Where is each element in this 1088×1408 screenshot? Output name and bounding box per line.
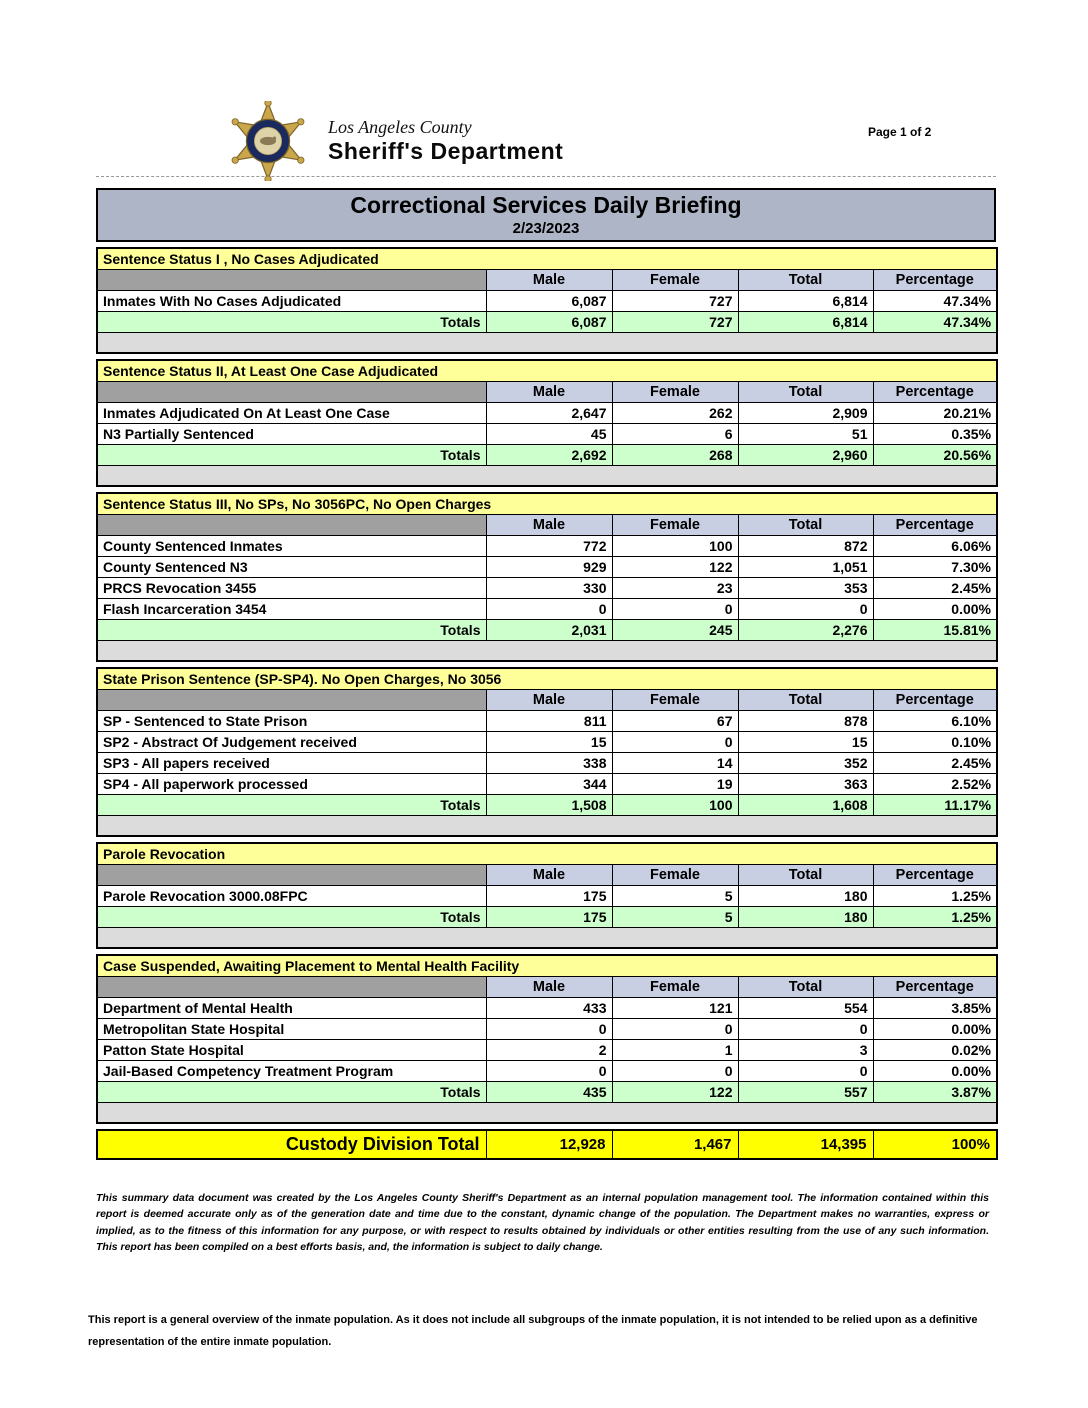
column-header-male: Male xyxy=(486,864,612,885)
section-title: State Prison Sentence (SP-SP4). No Open Charges, No 3056 xyxy=(97,668,997,689)
logo-county-name: Los Angeles County xyxy=(328,117,472,137)
column-header-female: Female xyxy=(612,864,738,885)
title-bar xyxy=(96,188,996,242)
totals-total: 180 xyxy=(738,906,873,927)
column-header-total: Total xyxy=(738,976,873,997)
cell-male: 0 xyxy=(486,1060,612,1081)
grand-total-male: 12,928 xyxy=(486,1130,612,1159)
totals-male: 2,031 xyxy=(486,619,612,640)
cell-total: 180 xyxy=(738,885,873,906)
totals-female: 268 xyxy=(612,444,738,465)
column-header-male: Male xyxy=(486,976,612,997)
cell-total: 878 xyxy=(738,710,873,731)
table-row xyxy=(97,577,997,598)
logo-text xyxy=(328,117,563,165)
cell-female: 0 xyxy=(612,731,738,752)
column-header-total: Total xyxy=(738,381,873,402)
row-label: PRCS Revocation 3455 xyxy=(97,577,486,598)
column-header-female: Female xyxy=(612,514,738,535)
totals-percentage: 20.56% xyxy=(873,444,997,465)
cell-total: 2,909 xyxy=(738,402,873,423)
cell-female: 1 xyxy=(612,1039,738,1060)
table-row xyxy=(97,885,997,906)
cell-percentage: 2.52% xyxy=(873,773,997,794)
totals-label: Totals xyxy=(97,444,486,465)
cell-total: 872 xyxy=(738,535,873,556)
cell-total: 554 xyxy=(738,997,873,1018)
column-header-total: Total xyxy=(738,269,873,290)
cell-female: 0 xyxy=(612,1018,738,1039)
cell-female: 19 xyxy=(612,773,738,794)
section-title: Parole Revocation xyxy=(97,843,997,864)
column-header-percentage: Percentage xyxy=(873,864,997,885)
cell-female: 14 xyxy=(612,752,738,773)
report-header xyxy=(96,103,996,177)
column-header-percentage: Percentage xyxy=(873,976,997,997)
totals-total: 2,276 xyxy=(738,619,873,640)
row-label-header-cell xyxy=(97,976,486,997)
column-header-percentage: Percentage xyxy=(873,269,997,290)
cell-male: 0 xyxy=(486,598,612,619)
section-title: Sentence Status I , No Cases Adjudicated xyxy=(97,248,997,269)
row-label: Jail-Based Competency Treatment Program xyxy=(97,1060,486,1081)
totals-percentage: 11.17% xyxy=(873,794,997,815)
cell-female: 727 xyxy=(612,290,738,311)
cell-total: 0 xyxy=(738,1018,873,1039)
section-sentence-status-3 xyxy=(96,492,998,662)
column-header-total: Total xyxy=(738,514,873,535)
cell-male: 0 xyxy=(486,1018,612,1039)
cell-female: 0 xyxy=(612,1060,738,1081)
table-row xyxy=(97,710,997,731)
cell-female: 121 xyxy=(612,997,738,1018)
cell-total: 0 xyxy=(738,1060,873,1081)
column-header-percentage: Percentage xyxy=(873,689,997,710)
cell-female: 0 xyxy=(612,598,738,619)
section-title: Sentence Status II, At Least One Case Adjudicated xyxy=(97,360,997,381)
cell-male: 45 xyxy=(486,423,612,444)
cell-total: 1,051 xyxy=(738,556,873,577)
totals-male: 435 xyxy=(486,1081,612,1102)
column-header-percentage: Percentage xyxy=(873,514,997,535)
cell-total: 352 xyxy=(738,752,873,773)
section-title: Sentence Status III, No SPs, No 3056PC, No Open Charges xyxy=(97,493,997,514)
totals-percentage: 1.25% xyxy=(873,906,997,927)
totals-female: 727 xyxy=(612,311,738,332)
cell-male: 433 xyxy=(486,997,612,1018)
cell-male: 330 xyxy=(486,577,612,598)
table-row xyxy=(97,773,997,794)
cell-percentage: 0.35% xyxy=(873,423,997,444)
totals-female: 122 xyxy=(612,1081,738,1102)
cell-female: 100 xyxy=(612,535,738,556)
cell-total: 363 xyxy=(738,773,873,794)
cell-female: 5 xyxy=(612,885,738,906)
cell-male: 772 xyxy=(486,535,612,556)
page-indicator: Page 1 of 2 xyxy=(868,125,932,139)
cell-female: 122 xyxy=(612,556,738,577)
totals-male: 2,692 xyxy=(486,444,612,465)
table-row xyxy=(97,423,997,444)
cell-percentage: 47.34% xyxy=(873,290,997,311)
section-spacer xyxy=(97,927,997,948)
report-page xyxy=(88,103,996,1353)
totals-male: 6,087 xyxy=(486,311,612,332)
row-label: Metropolitan State Hospital xyxy=(97,1018,486,1039)
totals-label: Totals xyxy=(97,794,486,815)
section-parole-revocation xyxy=(96,842,998,949)
totals-row xyxy=(97,794,997,815)
totals-row xyxy=(97,906,997,927)
section-spacer xyxy=(97,465,997,486)
table-row xyxy=(97,731,997,752)
totals-row xyxy=(97,1081,997,1102)
section-case-suspended-mental-health xyxy=(96,954,998,1124)
grand-total-female: 1,467 xyxy=(612,1130,738,1159)
column-header-male: Male xyxy=(486,381,612,402)
section-spacer xyxy=(97,332,997,353)
cell-percentage: 0.00% xyxy=(873,1018,997,1039)
totals-label: Totals xyxy=(97,906,486,927)
cell-male: 175 xyxy=(486,885,612,906)
column-header-male: Male xyxy=(486,269,612,290)
totals-row xyxy=(97,444,997,465)
totals-label: Totals xyxy=(97,311,486,332)
totals-label: Totals xyxy=(97,619,486,640)
table-row xyxy=(97,402,997,423)
row-label-header-cell xyxy=(97,381,486,402)
report-title: Correctional Services Daily Briefing xyxy=(350,192,742,218)
cell-male: 6,087 xyxy=(486,290,612,311)
section-spacer xyxy=(97,640,997,661)
table-row xyxy=(97,752,997,773)
custody-division-total-table xyxy=(96,1129,998,1160)
cell-male: 2 xyxy=(486,1039,612,1060)
cell-female: 23 xyxy=(612,577,738,598)
row-label-header-cell xyxy=(97,689,486,710)
row-label-header-cell xyxy=(97,514,486,535)
cell-percentage: 2.45% xyxy=(873,752,997,773)
section-spacer xyxy=(97,1102,997,1123)
row-label: County Sentenced Inmates xyxy=(97,535,486,556)
cell-female: 6 xyxy=(612,423,738,444)
section-spacer xyxy=(97,815,997,836)
totals-row xyxy=(97,619,997,640)
table-row xyxy=(97,1039,997,1060)
grand-total-percentage: 100% xyxy=(873,1130,997,1159)
cell-percentage: 7.30% xyxy=(873,556,997,577)
cell-percentage: 20.21% xyxy=(873,402,997,423)
column-header-total: Total xyxy=(738,864,873,885)
cell-male: 15 xyxy=(486,731,612,752)
table-row xyxy=(97,556,997,577)
row-label: Department of Mental Health xyxy=(97,997,486,1018)
column-header-female: Female xyxy=(612,269,738,290)
totals-male: 175 xyxy=(486,906,612,927)
row-label: County Sentenced N3 xyxy=(97,556,486,577)
cell-total: 3 xyxy=(738,1039,873,1060)
cell-male: 929 xyxy=(486,556,612,577)
disclaimer-text: This summary data document was created by the Los Angeles County Sheriff's Department as an internal population management tool. The information contained within this report is deemed accurate only as of the generation date and time due to the constant, dynamic change of the population. The Department makes no warranties, express or implied, as to the fitness of this information for any purpose, or with respect to results obtained by individuals or other entities resulting from the use of any such information. This report has been compiled on a best efforts basis, and, the information is subject to daily change. xyxy=(96,1192,989,1253)
cell-percentage: 0.02% xyxy=(873,1039,997,1060)
totals-total: 2,960 xyxy=(738,444,873,465)
sheriff-star-badge-icon xyxy=(228,101,308,181)
overview-note-text: This report is a general overview of the inmate population. As it does not include all subgroups of the inmate population, it is not intended to be relied upon as a definitive representation of the entire inmate population. xyxy=(88,1314,978,1349)
section-sentence-status-1 xyxy=(96,247,998,354)
cell-total: 15 xyxy=(738,731,873,752)
column-header-male: Male xyxy=(486,689,612,710)
totals-total: 557 xyxy=(738,1081,873,1102)
cell-total: 353 xyxy=(738,577,873,598)
totals-female: 245 xyxy=(612,619,738,640)
totals-percentage: 3.87% xyxy=(873,1081,997,1102)
row-label: N3 Partially Sentenced xyxy=(97,423,486,444)
cell-percentage: 0.00% xyxy=(873,1060,997,1081)
totals-percentage: 15.81% xyxy=(873,619,997,640)
totals-label: Totals xyxy=(97,1081,486,1102)
table-row xyxy=(97,598,997,619)
table-row xyxy=(97,1018,997,1039)
table-row xyxy=(97,997,997,1018)
row-label: SP4 - All paperwork processed xyxy=(97,773,486,794)
cell-male: 338 xyxy=(486,752,612,773)
grand-total-label: Custody Division Total xyxy=(97,1130,486,1159)
cell-total: 0 xyxy=(738,598,873,619)
cell-percentage: 0.00% xyxy=(873,598,997,619)
row-label: SP2 - Abstract Of Judgement received xyxy=(97,731,486,752)
row-label-header-cell xyxy=(97,864,486,885)
totals-total: 1,608 xyxy=(738,794,873,815)
row-label: Patton State Hospital xyxy=(97,1039,486,1060)
grand-total-total: 14,395 xyxy=(738,1130,873,1159)
column-header-percentage: Percentage xyxy=(873,381,997,402)
cell-percentage: 0.10% xyxy=(873,731,997,752)
column-header-female: Female xyxy=(612,976,738,997)
cell-male: 2,647 xyxy=(486,402,612,423)
section-state-prison-sentence xyxy=(96,667,998,837)
cell-percentage: 1.25% xyxy=(873,885,997,906)
cell-percentage: 6.10% xyxy=(873,710,997,731)
row-label: Flash Incarceration 3454 xyxy=(97,598,486,619)
cell-total: 51 xyxy=(738,423,873,444)
logo-department-name: Sheriff's Department xyxy=(328,138,564,164)
row-label: Parole Revocation 3000.08FPC xyxy=(97,885,486,906)
table-row xyxy=(97,535,997,556)
totals-male: 1,508 xyxy=(486,794,612,815)
cell-percentage: 6.06% xyxy=(873,535,997,556)
column-header-female: Female xyxy=(612,689,738,710)
cell-percentage: 3.85% xyxy=(873,997,997,1018)
table-row xyxy=(97,1060,997,1081)
cell-female: 262 xyxy=(612,402,738,423)
row-label-header-cell xyxy=(97,269,486,290)
totals-row xyxy=(97,311,997,332)
report-date: 2/23/2023 xyxy=(512,220,580,237)
column-header-male: Male xyxy=(486,514,612,535)
column-header-total: Total xyxy=(738,689,873,710)
row-label: Inmates Adjudicated On At Least One Case xyxy=(97,402,486,423)
cell-percentage: 2.45% xyxy=(873,577,997,598)
section-title: Case Suspended, Awaiting Placement to Mental Health Facility xyxy=(97,955,997,976)
row-label: SP - Sentenced to State Prison xyxy=(97,710,486,731)
totals-percentage: 47.34% xyxy=(873,311,997,332)
cell-female: 67 xyxy=(612,710,738,731)
totals-total: 6,814 xyxy=(738,311,873,332)
totals-female: 5 xyxy=(612,906,738,927)
cell-total: 6,814 xyxy=(738,290,873,311)
grand-total-row xyxy=(97,1130,997,1159)
row-label: Inmates With No Cases Adjudicated xyxy=(97,290,486,311)
totals-female: 100 xyxy=(612,794,738,815)
row-label: SP3 - All papers received xyxy=(97,752,486,773)
cell-male: 344 xyxy=(486,773,612,794)
section-sentence-status-2 xyxy=(96,359,998,487)
column-header-female: Female xyxy=(612,381,738,402)
cell-male: 811 xyxy=(486,710,612,731)
table-row xyxy=(97,290,997,311)
